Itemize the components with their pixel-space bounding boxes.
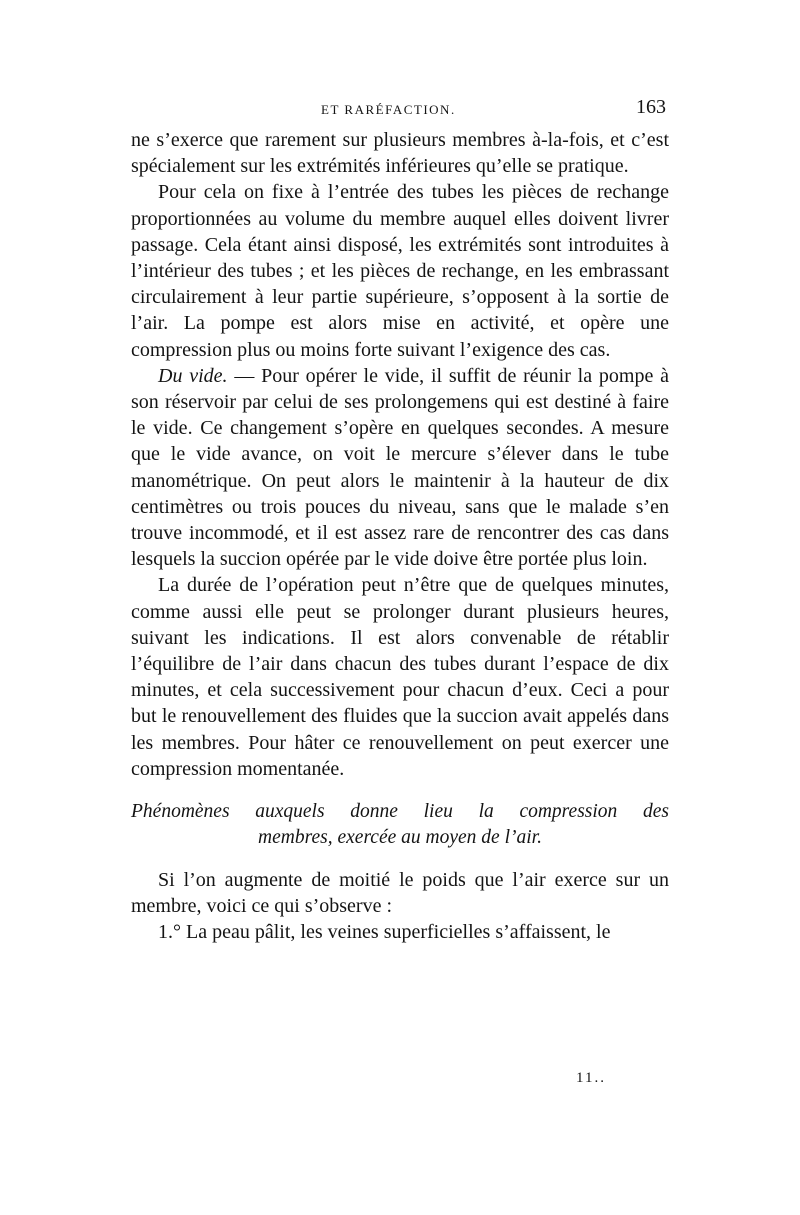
section-title <box>131 799 669 851</box>
paragraph-observation: Si l’on augmente de moitié le poids que l’air exerce sur un membre, voici ce qui s’observe : <box>131 869 669 918</box>
section-title-line-2: membres, exercée au moyen de l’air. <box>258 827 542 849</box>
paragraph-item-1: 1.° La peau pâlit, les veines superficielles s’affaissent, le <box>158 921 611 944</box>
page-body <box>131 127 669 946</box>
paragraph-compression-setup: Pour cela on fixe à l’entrée des tubes les pièces de rechange proportionnées au volume du membre auquel elles doivent livrer passage. Cela étant ainsi disposé, les extrémités sont introduites à l’intérieur des tubes ; et les pièces de rechange, en les embrassant circulairement à leur partie supérieure, s’opposent à la sortie de l’air. La pompe est alors mise en activité, et opère une compression plus ou moins forte suivant l’exigence des cas. <box>131 181 669 361</box>
paragraph-vacuum-text: — Pour opérer le vide, il suffit de réunir la pompe à son réservoir par celui de ses prolongemens qui est destiné à faire le vide. Ce changement s’opère en quelques secondes. A mesure que le vide avance, on voit le mercure s’élever dans le tube manométrique. On peut alors le maintenir à la hauteur de dix centimètres ou trois pouces du niveau, sans que le malade s’en trouve incommodé, et il est assez rare de rencontrer des cas dans lesquels la succion opérée par le vide doive être portée plus loin. <box>131 364 669 571</box>
running-head: ET RARÉFACTION. <box>321 102 456 117</box>
printer-signature: 11.. <box>576 1070 606 1086</box>
page-number: 163 <box>636 96 666 118</box>
paragraph-vacuum <box>131 363 669 573</box>
section-title-line-1: Phénomènes auxquels donne lieu la compression des <box>131 801 669 823</box>
paragraph-duration: La durée de l’opération peut n’être que de quelques minutes, comme aussi elle peut se prolonger durant plusieurs heures, suivant les indications. Il est alors convenable de rétablir l’équilibre de l’air dans chacun des tubes durant l’espace de dix minutes, et cela successivement pour chacun d’eux. Ceci a pour but le renouvellement des fluides que la succion avait appelés dans les membres. Pour hâter ce renouvellement on peut exercer une compression momentanée. <box>131 574 669 780</box>
paragraph-vacuum-lead: Du vide. <box>158 364 228 387</box>
paragraph-continuation: ne s’exerce que rarement sur plusieurs membres à-la-fois, et c’est spécialement sur les extrémités inférieures qu’elle se pratique. <box>131 129 669 178</box>
page-header <box>131 96 666 126</box>
